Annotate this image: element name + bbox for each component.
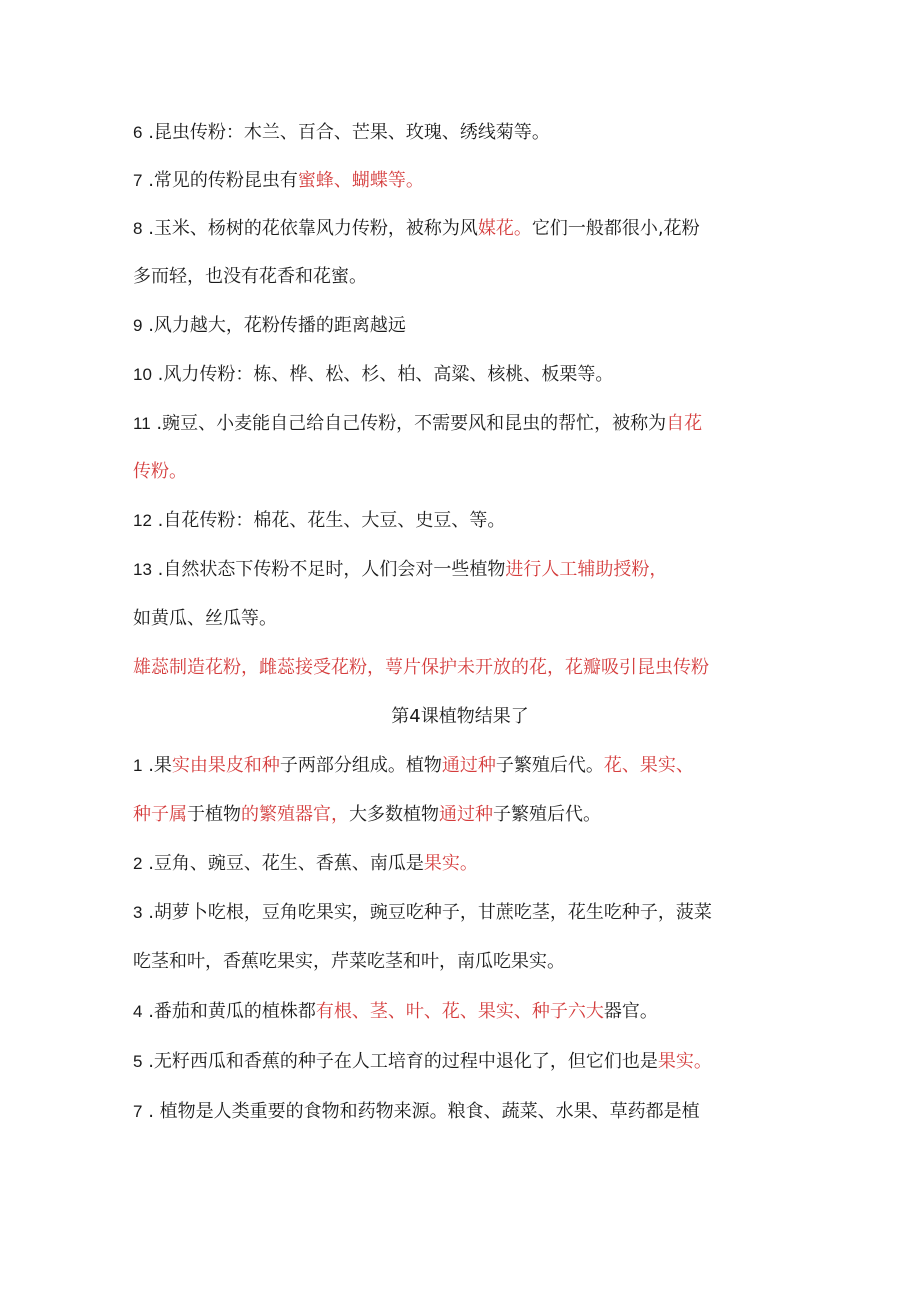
item-number: 1 (133, 756, 143, 775)
lesson4-item-7 (133, 1100, 813, 1124)
item-text: . 植物是人类重要的食物和药物来源。粮食、蔬菜、水果、草药都是植 (142, 1101, 700, 1122)
item-number: 7 (133, 1102, 143, 1121)
item-number: 9 (133, 316, 143, 335)
highlighted-text: 花、果实、 (603, 755, 694, 776)
highlighted-text: 进行人工辅助授粉， (505, 559, 668, 580)
highlighted-text: 蜜蜂、蝴蝶等。 (297, 170, 424, 191)
lesson4-item-4 (133, 1000, 813, 1024)
item-text: 吃茎和叶，香蕉吃果实，芹菜吃茎和叶，南瓜吃果实。 (133, 951, 565, 972)
item-11-continued (133, 460, 813, 484)
item-number: 6 (133, 123, 143, 142)
item-text: 大多数植物 (349, 804, 439, 825)
item-text: 如黄瓜、丝瓜等。 (133, 608, 277, 629)
lesson-title: 第4课植物结果了 (391, 706, 529, 727)
lesson4-item-1-continued (133, 803, 813, 827)
item-number: 4 (133, 1002, 143, 1021)
item-text: .昆虫传粉：木兰、百合、芒果、玫瑰、绣线菊等。 (142, 122, 550, 143)
item-number: 12 (133, 511, 152, 530)
item-7 (133, 169, 813, 193)
highlighted-text: 通过种 (441, 755, 496, 776)
highlighted-text: 种子属 (133, 804, 187, 825)
item-number: 11 (133, 414, 151, 433)
item-text: .常见的传粉昆虫有 (142, 170, 298, 191)
highlighted-text: 实由果皮和种 (171, 755, 280, 776)
item-number: 7 (133, 171, 143, 190)
item-text: 子繁殖后代。 (493, 804, 601, 825)
item-13-continued (133, 607, 813, 631)
item-10 (133, 363, 813, 387)
item-text: .玉米、杨树的花依靠风力传粉，被称为风 (142, 218, 478, 239)
highlighted-text: 媒花。 (477, 218, 532, 239)
item-12 (133, 509, 813, 533)
item-13 (133, 558, 813, 582)
item-number: 2 (133, 854, 143, 873)
item-text: .番茄和黄瓜的植株都 (142, 1001, 316, 1022)
item-8-continued (133, 265, 813, 289)
highlighted-text: 自花 (666, 413, 703, 434)
item-number: 13 (133, 560, 152, 579)
item-text: .风力传粉：栋、桦、松、杉、柏、高粱、核桃、板栗等。 (151, 364, 614, 385)
summary-line: 雄蕊制造花粉，雌蕊接受花粉，萼片保护未开放的花，花瓣吸引昆虫传粉 (133, 657, 709, 678)
item-8 (133, 217, 813, 241)
item-number: 10 (133, 365, 152, 384)
item-text: .胡萝卜吃根，豆角吃果实，豌豆吃种子，甘蔗吃茎，花生吃种子，菠菜 (142, 902, 712, 923)
item-text: 器官。 (603, 1001, 658, 1022)
item-number: 5 (133, 1052, 143, 1071)
lesson4-item-3-continued (133, 950, 813, 974)
highlighted-text: 传粉。 (133, 461, 187, 482)
lesson4-item-3 (133, 901, 813, 925)
item-text: 子两部分组成。植物 (279, 755, 442, 776)
item-text: 多而轻，也没有花香和花蜜。 (133, 266, 367, 287)
lesson4-item-2 (133, 852, 813, 876)
highlighted-text: 通过种 (439, 804, 493, 825)
item-text: .自然状态下传粉不足时，人们会对一些植物 (151, 559, 506, 580)
highlighted-text: 果实。 (423, 853, 478, 874)
item-text: .果 (142, 755, 172, 776)
item-text: .风力越大，花粉传播的距离越远 (142, 315, 406, 336)
lesson4-item-1 (133, 754, 813, 778)
item-9 (133, 314, 813, 338)
item-text: 子繁殖后代。 (495, 755, 604, 776)
highlighted-text: 的繁殖器官， (241, 804, 349, 825)
highlighted-text: 有根、茎、叶、花、果实、种子六大 (315, 1001, 604, 1022)
item-text: 于植物 (187, 804, 241, 825)
highlighted-text: 果实。 (657, 1051, 712, 1072)
item-number: 8 (133, 219, 143, 238)
item-number: 3 (133, 903, 143, 922)
item-text: .豆角、豌豆、花生、香蕉、南瓜是 (142, 853, 424, 874)
item-11 (133, 412, 813, 436)
lesson4-item-5 (133, 1050, 813, 1074)
item-text: .无籽西瓜和香蕉的种子在人工培育的过程中退化了，但它们也是 (142, 1051, 658, 1072)
item-6 (133, 121, 813, 145)
item-text: .豌豆、小麦能自己给自己传粉，不需要风和昆虫的帮忙，被称为 (150, 413, 667, 434)
item-text: .自花传粉：棉花、花生、大豆、史豆、等。 (151, 510, 506, 531)
item-text: 它们一般都很小,花粉 (531, 218, 700, 239)
